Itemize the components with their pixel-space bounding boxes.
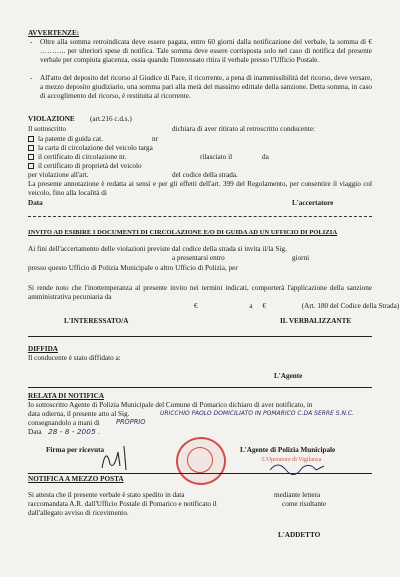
checkbox[interactable] (28, 154, 34, 160)
bullet-dash: - (30, 74, 33, 82)
verbalizzante-label: IL VERBALIZZANTE (280, 317, 352, 325)
annotazione-text: La presente annotazione è redatta ai sensi e per gli effetti dell'art. 399 del Regolamento, per consentire il viaggio col veicolo, fino alla località di (28, 180, 372, 197)
checkbox-item-certificato-proprieta[interactable]: il certificato di proprietà del veicolo (28, 162, 142, 171)
invito-line-3: presso questo Ufficio di Polizia Municipale o altro Ufficio di Polizia, per (28, 264, 238, 272)
notifica-text-2a: raccomandata A.R. dall'Ufficio Postale di Pomarico e notificato il (28, 500, 217, 508)
interessato-label: L'INTERESSATO/A (64, 317, 129, 325)
firma-label: Firma per ricevuta (46, 446, 105, 454)
handwritten-recipient: URICCHIO PAOLO DOMICILIATO IN POMARICO C.DA SERRE S.N.C. (160, 410, 354, 417)
relata-text-2: data odierna, il presente atto al Sig. (28, 410, 130, 418)
stamp-operatore-text: L'Operatore di Vigilanza (262, 457, 322, 463)
addetto-label: L'ADDETTO (278, 531, 321, 539)
relata-text-3: consegnandolo a mani di (28, 419, 100, 427)
avvertenze-title: AVVERTENZE: (28, 29, 80, 37)
violazione-ref: (art.216 c.d.s.) (90, 115, 132, 123)
diffida-title: DIFFIDA (28, 345, 58, 353)
checkbox-item-certificato-circolazione[interactable]: il certificato di circolazione nr. (28, 153, 126, 162)
per-violazione-label: per violazione all'art. (28, 171, 89, 179)
checkbox[interactable] (28, 145, 34, 151)
avvertenze-bullet-2: All'atto del deposito del ricorso al Giudice di Pace, il ricorrente, a pena di inammissibilità del ricorso, deve versare, a mezzo deposito giudiziario, una somma pari alla metà del massimo edittale della sanzione. Detta somma, in caso di accoglimento del ricorso, è restituita al ricorrente. (40, 74, 372, 100)
relata-text-1: Io sottoscritto Agente di Polizia Municipale del Comune di Pomarico dichiaro di aver notificato, in (28, 401, 313, 409)
avvertenze-bullet-1: Oltre alla somma retroindicata deve essere pagata, entro 60 giorni dalla notificazione del verbale, la somma di € ……….. per ulteriori spese di notifica. Tale somma deve essere corrisposta solo nel caso di notifica del presente verbale per compiuta giacenza, ossia quando l'interessato ritira il verbale presso l'Ufficio Postale. (40, 38, 372, 64)
dichiara-text: dichiara di aver ritirato al retroscritto conducente: (172, 125, 315, 133)
separator (28, 336, 372, 337)
handwritten-mani: PROPRIO (116, 418, 146, 426)
separator (28, 216, 372, 217)
invito-line-1: Ai fini dell'accertamento delle violazioni previste dal codice della strada si invita il/la Sig. (28, 245, 287, 253)
separator (28, 473, 372, 474)
data-label: Data (28, 199, 43, 207)
notifica-text-1a: Si attesta che il presente verbale è stato spedito in data (28, 491, 185, 499)
notifica-text-1b: mediante lettera (274, 491, 321, 499)
notifica-text-2b: come risultante (282, 500, 327, 508)
invito-para: Si rende noto che l'inottemperanza al presente invito nei termini indicati, comporterà l'applicazione della sanzione amministrativa pecuniaria da (28, 284, 372, 301)
diffida-agente: L'Agente (274, 372, 303, 380)
invito-title: INVITO AD ESIBIRE I DOCUMENTI DI CIRCOLAZIONE E/O DI GUIDA AD UN UFFICIO DI POLIZIA (28, 229, 338, 236)
invito-line-2b: giorni (292, 254, 310, 262)
del-codice-label: del codice della strada. (172, 171, 238, 179)
checkbox-item-carta[interactable]: la carta di circolazione del veicolo targa (28, 144, 153, 153)
sottoscritto-label: Il sottoscritto (28, 125, 67, 133)
recipient-signature (100, 440, 140, 472)
invito-sanzione: € a € (Art. 180 del Codice della Strada) (194, 302, 400, 310)
relata-data-label: Data (28, 428, 42, 436)
invito-line-2a: a presentarsi entro (172, 254, 225, 262)
handwritten-date: 28 - 8 - 2005 . (48, 427, 101, 436)
da-label: da (262, 153, 269, 161)
accertatore-label: L'accertatore (292, 199, 334, 207)
checkbox[interactable] (28, 163, 34, 169)
nr-label: nr (152, 135, 158, 143)
checkbox-item-patente[interactable]: la patente di guida cat. (28, 135, 103, 144)
notifica-title: NOTIFICA A MEZZO POSTA (28, 475, 124, 483)
violazione-title: VIOLAZIONE (28, 115, 75, 123)
separator (28, 387, 372, 388)
checkbox[interactable] (28, 136, 34, 142)
bullet-dash: - (30, 38, 33, 46)
relata-title: RELATA DI NOTIFICA (28, 392, 105, 400)
municipal-seal-stamp (176, 437, 226, 485)
notifica-text-3: dall'allegato avviso di ricevimento. (28, 509, 129, 517)
rilasciato-label: rilasciato il (200, 153, 233, 161)
agente-pm-label: L'Agente di Polizia Municipale (240, 446, 336, 454)
diffida-text: Il conducente è stato diffidato a: (28, 354, 121, 362)
